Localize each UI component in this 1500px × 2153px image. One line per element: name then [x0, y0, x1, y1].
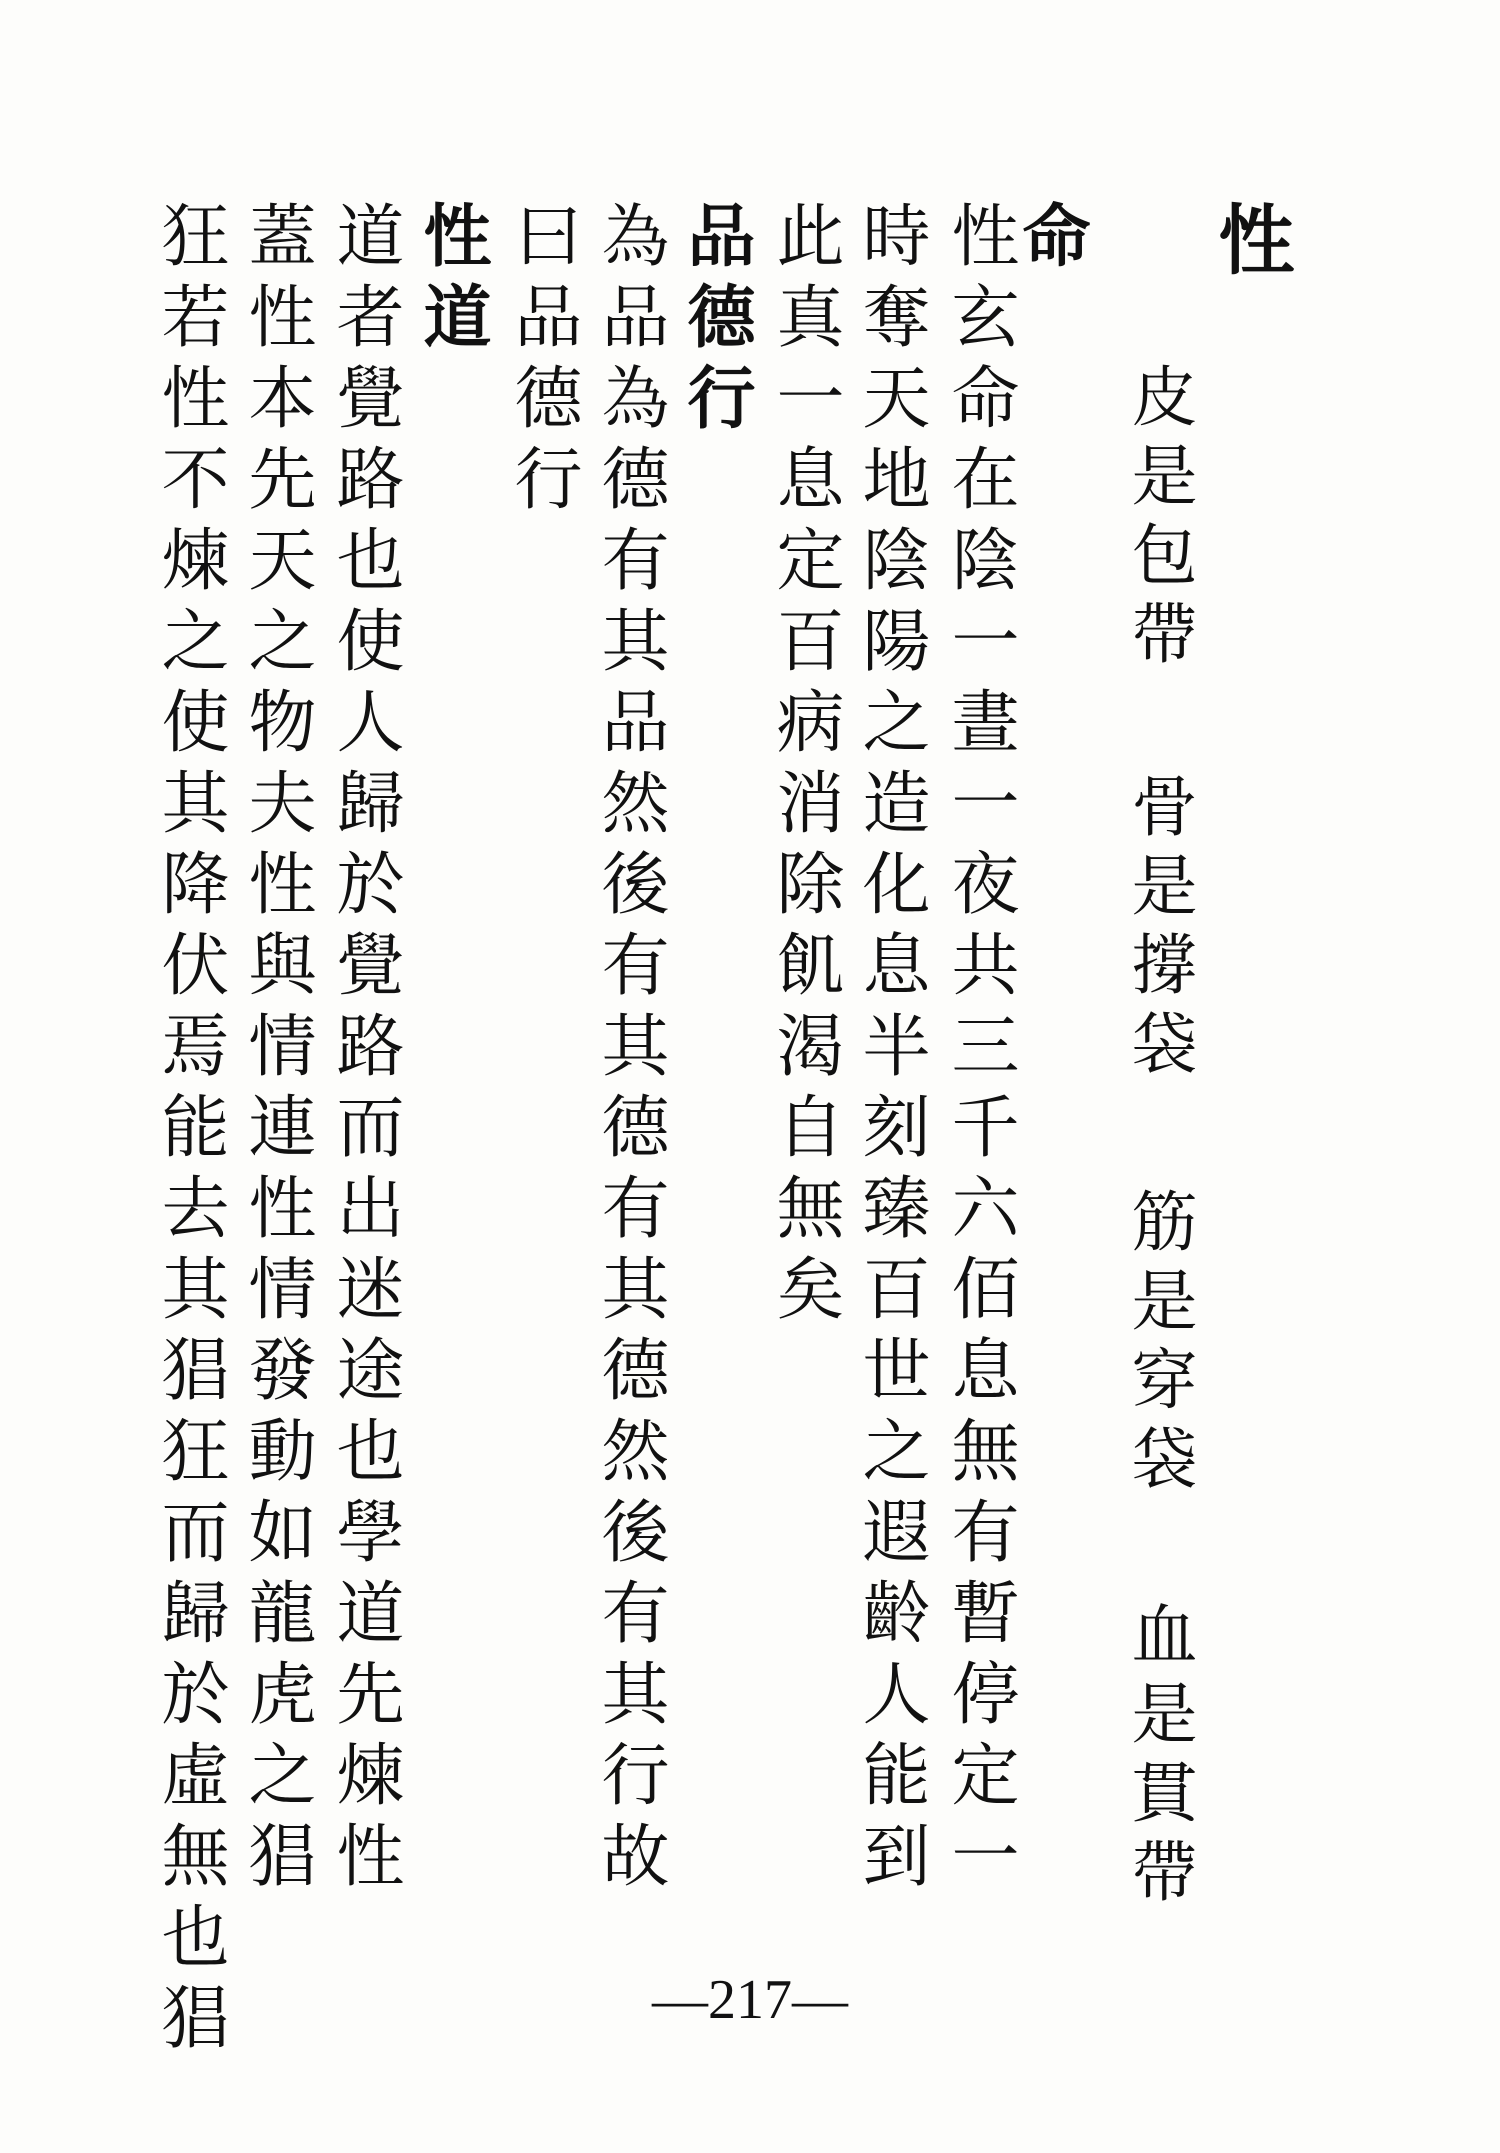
page-number: —217—: [652, 1969, 848, 2031]
text-column-10: 狂若性不煉之使其降伏焉能去其猖狂而歸於虛無也猖: [150, 200, 229, 2063]
heading-ming: 命: [1011, 200, 1091, 281]
side-note-skin: 皮是包帶: [1120, 362, 1197, 678]
text-column-9: 蓋性本先天之物夫性與情連性情發動如龍虎之猖: [237, 200, 316, 1901]
side-note-tendon: 筋是穿袋: [1120, 1187, 1197, 1503]
side-note-bone: 骨是撐袋: [1120, 772, 1197, 1088]
text-column-3: 此真一息定百病消除飢渴自無矣: [765, 200, 844, 1334]
text-column-1: 性玄命在陰一晝一夜共三千六佰息無有暫停定一: [940, 200, 1019, 1901]
side-note-blood: 血是貫帶: [1120, 1600, 1197, 1916]
text-column-2: 時奪天地陰陽之造化息半刻臻百世之遐齡人能到: [851, 200, 930, 1901]
text-column-5: 為品為德有其品然後有其德有其德然後有其行故: [590, 200, 669, 1901]
text-column-6: 曰品德行: [503, 200, 582, 524]
section-title-xing: 性: [1206, 200, 1295, 289]
heading-pin-de-xing: 品德行: [676, 200, 756, 443]
text-column-8: 道者覺路也使人歸於覺路而出迷途也學道先煉性: [325, 200, 404, 1901]
heading-xing-dao: 性道: [412, 200, 492, 362]
